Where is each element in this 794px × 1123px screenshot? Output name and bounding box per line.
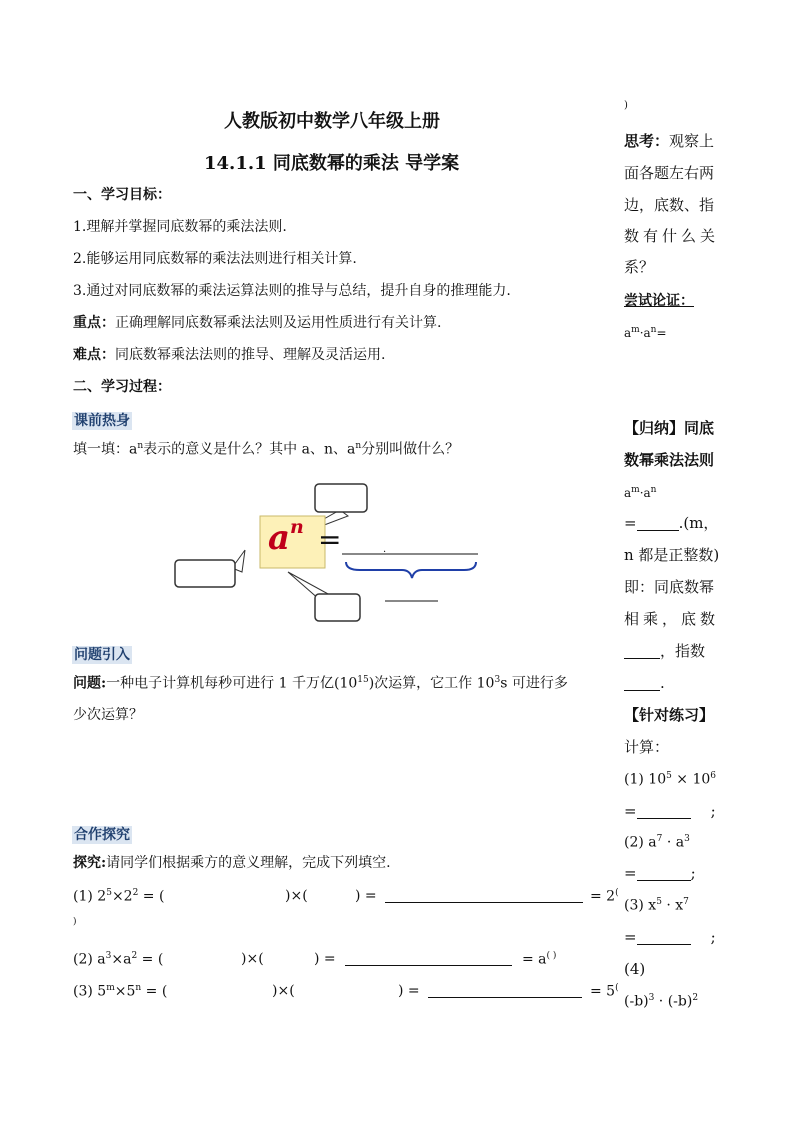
coop-tag [72, 824, 132, 844]
intro-tag-text: 问题引入 [74, 647, 130, 663]
problem-line-2: 少次运算？ [73, 707, 143, 723]
practice-1-answer [624, 804, 716, 819]
problem-sup: 3 [494, 675, 501, 685]
ex1-eq: ) = [355, 888, 377, 904]
p-part: = [624, 928, 637, 946]
ex-sup: ( [615, 983, 619, 993]
warmup-q-part: 填一填：a [73, 441, 138, 458]
ex-part: ×2 [111, 888, 133, 905]
p-part: (1) 10 [624, 771, 667, 788]
p-sup: 5 [656, 897, 662, 907]
brace [346, 562, 476, 578]
rule-part: = [624, 514, 637, 532]
p-part: (-b) [624, 993, 649, 1010]
coop-tag-text: 合作探究 [74, 827, 130, 843]
warmup-question [73, 442, 459, 457]
problem-sup: 15 [357, 675, 369, 685]
goal-item: 3.通过对同底数幂的乘法运算法则的推导与总结，提升自身的推理能力. [73, 283, 511, 299]
think-text: 面各题左右两 [624, 164, 715, 182]
problem-text: 一种电子计算机每秒可进行 1 千万亿(10 [106, 675, 358, 692]
rule-part: .(m， [678, 514, 719, 532]
rule-part: a [624, 486, 632, 500]
rule-words: 相乘，底数 [624, 610, 720, 628]
callout-box-power [315, 594, 360, 621]
warmup-q-part: 分别叫做什么？ [361, 441, 460, 458]
rule-title: 【归纳】同底 [624, 419, 715, 437]
practice-2-answer [624, 866, 696, 881]
ex-part: ×5 [114, 983, 136, 1000]
goal-item: 1.理解并掌握同底数幂的乘法法则. [73, 219, 287, 235]
ex2-answer-line [345, 965, 512, 966]
ex-part: (1) 2 [73, 888, 107, 905]
ex-part: = ( [138, 888, 165, 905]
key-point [73, 316, 441, 330]
exercise-1 [73, 889, 164, 904]
ex-part: = ( [141, 983, 168, 1000]
p-part: = [624, 802, 637, 820]
rule-blank [637, 517, 679, 531]
p-part: · a [662, 834, 685, 851]
ex3-times: )×( [272, 983, 295, 999]
exercise-3 [73, 984, 167, 999]
callout-box-exponent [315, 484, 367, 512]
warmup-q-sup: n [355, 441, 362, 451]
rule-result-line [624, 516, 718, 531]
process-heading: 二、学习过程： [73, 379, 171, 395]
try-part: a [624, 326, 632, 340]
intro-tag [72, 644, 132, 664]
warmup-tag-text: 课前热身 [74, 413, 130, 429]
practice-1 [624, 772, 716, 787]
p-part: · x [661, 897, 684, 914]
practice-4-label: (4) [624, 960, 646, 978]
ex-part: = ( [137, 951, 164, 968]
p-sup: 5 [666, 771, 672, 781]
ex2-times: )×( [241, 951, 264, 967]
problem-label: 问题: [73, 675, 107, 692]
ex-part: = 5 [590, 983, 616, 1000]
goal-item: 2.能够运用同底数幂的乘法法则进行相关计算. [73, 251, 357, 267]
practice-title: 【针对练习】 [624, 706, 715, 724]
ex-sup: ( [615, 888, 619, 898]
rule-part: ·a [639, 486, 651, 500]
ex-part: = a [522, 951, 547, 968]
ex3-answer-line [428, 997, 582, 998]
p-part: (3) x [624, 897, 657, 914]
rule-blank [624, 645, 660, 659]
key-text: 正确理解同底数幂乘法法则及运用性质进行有关计算. [115, 315, 442, 331]
diagram-equals: = [318, 523, 342, 556]
practice-3-answer [624, 930, 716, 945]
power-base: a [268, 518, 291, 558]
ex-sup: 3 [105, 951, 112, 961]
practice-2 [624, 835, 690, 850]
think-text: 系？ [624, 258, 655, 276]
explore-label: 探究: [73, 855, 107, 871]
ex-sup: ( ) [546, 951, 557, 961]
rule-words: 即：同底数幂 [624, 578, 715, 596]
try-part: = [656, 326, 667, 340]
warmup-q-sup: n [137, 441, 144, 451]
try-sup: m [631, 325, 640, 335]
rule-formula [624, 486, 656, 499]
p-blank [637, 931, 691, 945]
ex-sup: 5 [106, 888, 112, 898]
rule-condition: n 都是正整数) [624, 546, 720, 564]
ex-part: (2) a [73, 951, 106, 968]
practice-4 [624, 994, 698, 1009]
p-blank [637, 867, 691, 881]
ex2-eq: ) = [314, 951, 336, 967]
p-blank [637, 805, 691, 819]
rule-end-line [624, 676, 665, 691]
goals-heading: 一、学习目标： [73, 187, 171, 203]
p-part: ; [690, 864, 696, 882]
ex1-close-paren: ) [73, 917, 77, 927]
problem-text: s 可进行多 [500, 675, 568, 692]
think-text: 数有什么关 [624, 227, 720, 245]
exercise-2 [73, 952, 163, 967]
ex3-result [590, 984, 619, 999]
callout-box-base [175, 560, 235, 587]
p-sup: 3 [648, 993, 655, 1003]
ex1-times: )×( [285, 888, 308, 904]
p-sup: 6 [710, 771, 717, 781]
p-sup: 2 [692, 993, 699, 1003]
explore-line [73, 856, 391, 870]
sidebar-top-paren: ) [624, 100, 628, 111]
page-subtitle: 14.1.1 同底数幂的乘法 导学案 [204, 153, 460, 174]
power-exponent: n [290, 516, 304, 538]
warmup-tag [72, 410, 132, 430]
diff-text: 同底数幂乘法法则的推导、理解及灵活运用. [115, 347, 386, 363]
explore-text: 请同学们根据乘方的意义理解，完成下列填空. [106, 855, 391, 871]
rule-sup: n [650, 485, 657, 495]
rule-title: 数幂乘法法则 [624, 451, 715, 469]
think-text: 观察上 [669, 132, 715, 150]
p-sup: 3 [684, 834, 690, 844]
problem-text: )次运算，它工作 10 [368, 675, 495, 692]
p-part: × 10 [671, 771, 711, 788]
p-part: ; [710, 928, 716, 946]
think-label: 思考： [624, 132, 670, 150]
try-formula [624, 326, 667, 339]
think-text: 边，底数、指 [624, 196, 715, 214]
p-part: · (-b) [654, 993, 693, 1010]
rule-part: . [660, 674, 665, 692]
p-part: = [624, 864, 637, 882]
ex-sup: 2 [132, 888, 139, 898]
page-title: 人教版初中数学八年级上册 [224, 111, 440, 132]
ex1-result [590, 889, 619, 904]
warmup-q-part: 表示的意义是什么？其中 a、n、a [143, 441, 356, 458]
practice-3 [624, 898, 689, 913]
ex-part: (3) 5 [73, 983, 107, 1000]
p-part: (2) a [624, 834, 657, 851]
ex2-result [522, 952, 556, 967]
difficulty-point [73, 348, 385, 362]
think-line [624, 134, 714, 149]
ex-sup: m [106, 983, 115, 993]
power-expression [268, 516, 304, 558]
try-part: ·a [639, 326, 651, 340]
rule-blank [624, 677, 660, 691]
ex3-eq: ) = [398, 983, 420, 999]
diff-label: 难点： [73, 347, 115, 363]
rule-sup: m [631, 485, 640, 495]
p-sup: 7 [656, 834, 663, 844]
ex-sup: 2 [131, 951, 138, 961]
key-label: 重点： [73, 315, 115, 331]
ex-part: = 2 [590, 888, 616, 905]
rule-words-line [624, 644, 705, 659]
p-sup: 7 [683, 897, 689, 907]
try-label: 尝试论证： [624, 293, 694, 309]
problem-line-1 [73, 676, 568, 691]
ex-part: ×a [111, 951, 132, 968]
p-part: ; [710, 802, 716, 820]
rule-part: ，指数 [660, 642, 706, 660]
practice-calc: 计算： [624, 738, 670, 756]
ex-sup: n [135, 983, 142, 993]
diagram-dot: · [383, 547, 387, 558]
ex1-answer-line [385, 902, 583, 903]
try-sup: n [650, 325, 657, 335]
